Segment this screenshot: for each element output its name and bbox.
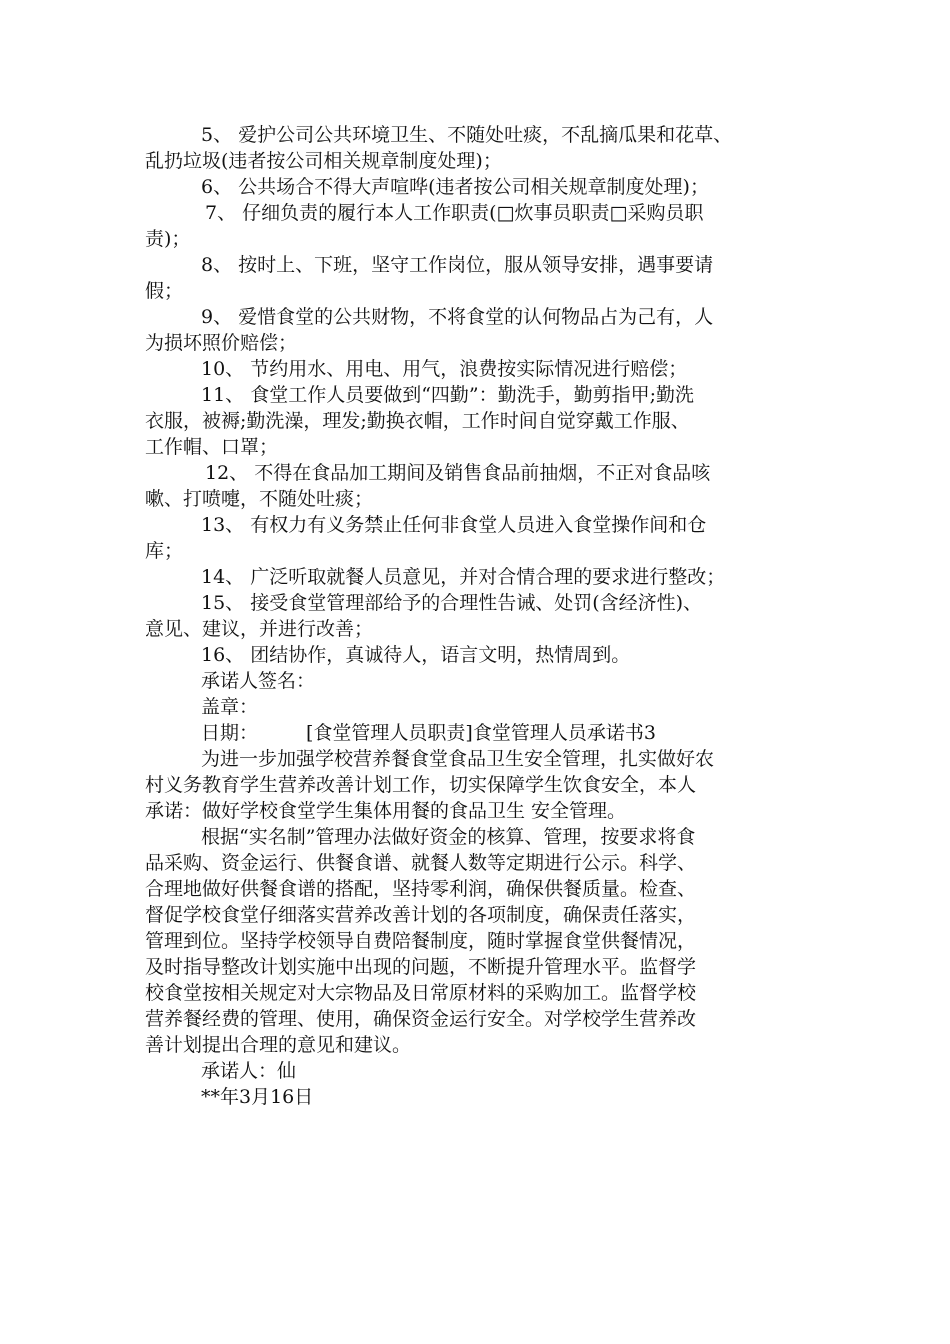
commitment-paragraph-2-line-4: 督促学校食堂仔细落实营养改善计划的各项制度，确保责任落实， <box>145 904 697 926</box>
commitment-paragraph-2-line-2: 品采购、资金运行、供餐食谱、就餐人数等定期进行公示。科学、 <box>145 852 697 874</box>
clause-5-line-2: 乱扔垃圾(违者按公司相关规章制度处理)； <box>145 150 502 172</box>
commitment-paragraph-2-line-7: 校食堂按相关规定对大宗物品及日常原材料的采购加工。监督学校 <box>145 982 697 1004</box>
clause-15-line-1: 15、 接受食堂管理部给予的合理性告诫、处罚(含经济性)、 <box>201 592 703 614</box>
date-and-section-title <box>145 720 815 746</box>
clause-13-line-1: 13、 有权力有义务禁止任何非食堂人员进入食堂操作间和仓 <box>201 514 707 536</box>
commitment-paragraph-1-line-1: 为进一步加强学校营养餐食堂食品卫生安全管理，扎实做好农 <box>201 748 715 770</box>
clause-10-line-1: 10、 节约用水、用电、用气，浪费按实际情况进行赔偿； <box>201 358 688 380</box>
clause-8-line-2: 假； <box>145 280 184 302</box>
clause-13-line-2: 库； <box>145 540 184 562</box>
clause-9-line-1: 9、 爱惜食堂的公共财物，不将食堂的认何物品占为己有，人 <box>201 306 714 328</box>
clause-15-line-2: 意见、建议，并进行改善； <box>145 618 374 640</box>
clause-5-line-1: 5、 爱护公司公共环境卫生、不随处吐痰，不乱摘瓜果和花草、 <box>201 124 733 146</box>
date-label: 日期： <box>201 722 259 744</box>
commitment-paragraph-1-line-3: 承诺：做好学校食堂学生集体用餐的食品卫生 安全管理。 <box>145 800 627 822</box>
clause-11-line-3: 工作帽、口罩； <box>145 436 279 458</box>
clause-8-line-1: 8、 按时上、下班，坚守工作岗位，服从领导安排，遇事要请 <box>201 254 714 276</box>
signing-date: **年3月16日 <box>201 1086 314 1108</box>
seal-label: 盖章： <box>201 696 259 718</box>
signature-label: 承诺人签名： <box>201 670 316 692</box>
clause-12-line-2: 嗽、打喷嚏，不随处吐痰； <box>145 488 374 510</box>
promisor-name: 承诺人：仙 <box>201 1060 297 1082</box>
commitment-paragraph-2-line-5: 管理到位。坚持学校领导自费陪餐制度，随时掌握食堂供餐情况， <box>145 930 697 952</box>
clause-16-line-1: 16、 团结协作，真诚待人，语言文明，热情周到。 <box>201 644 631 666</box>
commitment-paragraph-2-line-3: 合理地做好供餐食谱的搭配，坚持零利润，确保供餐质量。检查、 <box>145 878 697 900</box>
commitment-paragraph-2-line-8: 营养餐经费的管理、使用，确保资金运行安全。对学校学生营养改 <box>145 1008 697 1030</box>
commitment-paragraph-2-line-1: 根据“实名制”管理办法做好资金的核算、管理，按要求将食 <box>201 826 696 848</box>
clause-9-line-2: 为损坏照价赔偿； <box>145 332 298 354</box>
commitment-paragraph-2-line-6: 及时指导整改计划实施中出现的问题，不断提升管理水平。监督学 <box>145 956 697 978</box>
document-page <box>145 122 815 1110</box>
section-title: [食堂管理人员职责]食堂管理人员承诺书3 <box>306 722 656 744</box>
clause-6-line-1: 6、 公共场合不得大声喧哗(违者按公司相关规章制度处理)； <box>201 176 709 198</box>
clause-11-line-2: 衣服，被褥;勤洗澡，理发;勤换衣帽，工作时间自觉穿戴工作服、 <box>145 410 690 432</box>
clause-7-line-2: 责)； <box>145 228 191 250</box>
clause-12-line-1: 12、 不得在食品加工期间及销售食品前抽烟，不正对食品咳 <box>205 462 711 484</box>
clause-11-line-1: 11、 食堂工作人员要做到“四勤”：勤洗手，勤剪指甲;勤洗 <box>201 384 695 406</box>
commitment-paragraph-2-line-9: 善计划提出合理的意见和建议。 <box>145 1034 412 1056</box>
clause-7-line-1: 7、 仔细负责的履行本人工作职责(□炊事员职责□采购员职 <box>205 202 704 224</box>
commitment-paragraph-1-line-2: 村义务教育学生营养改善计划工作，切实保障学生饮食安全，本人 <box>145 774 697 796</box>
clause-14-line-1: 14、 广泛听取就餐人员意见，并对合情合理的要求进行整改； <box>201 566 726 588</box>
